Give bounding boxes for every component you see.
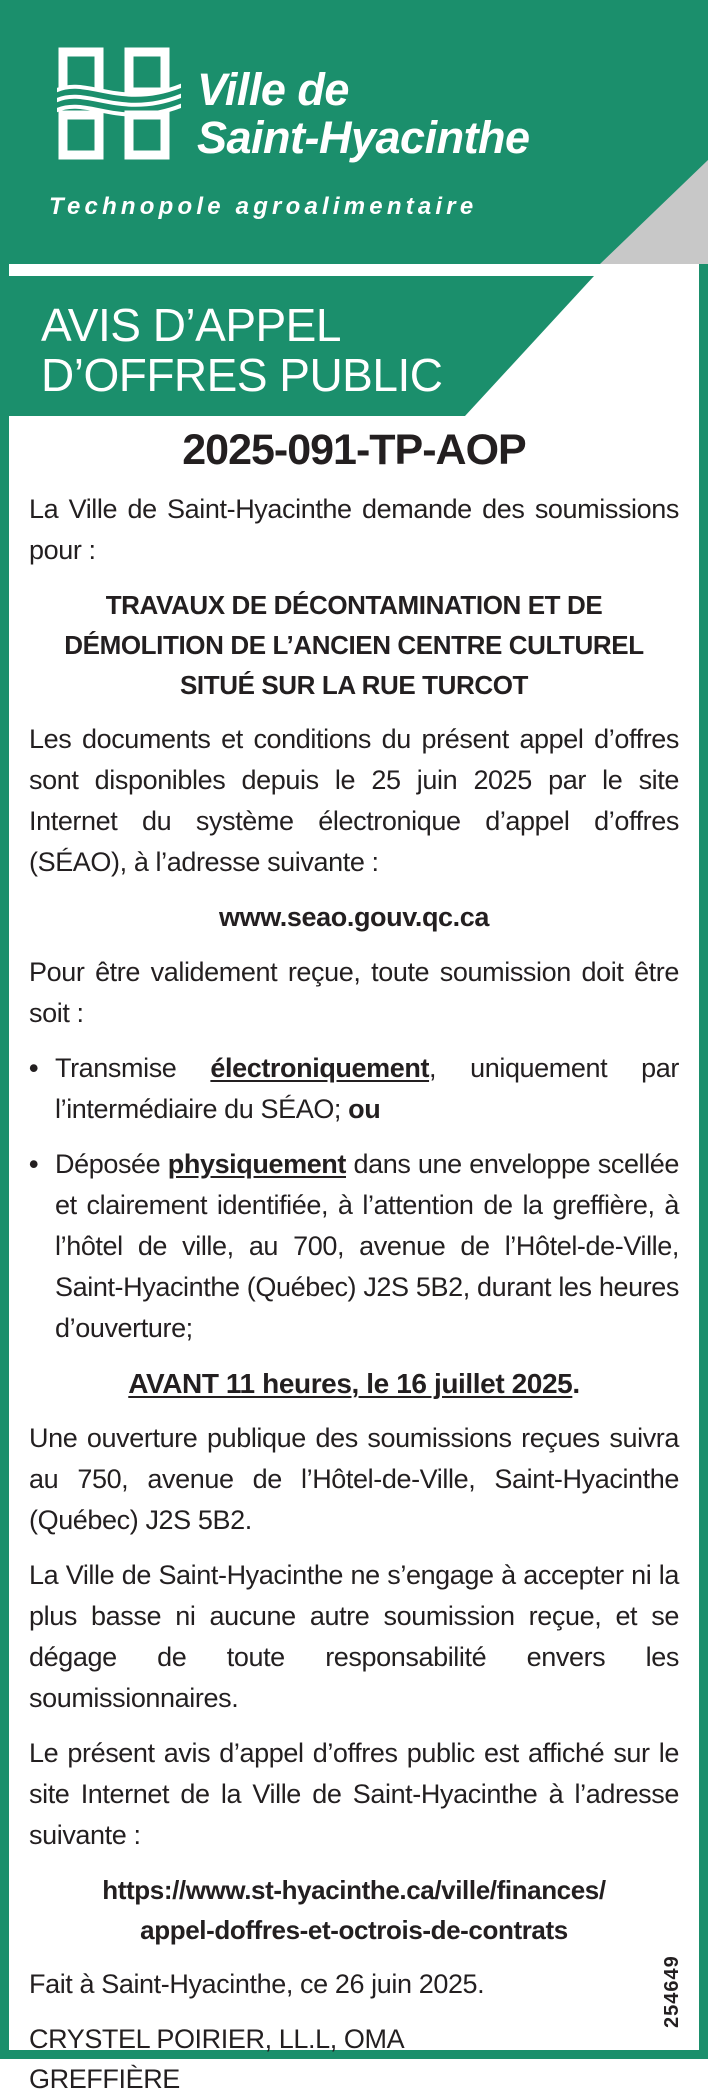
bullet1-pre: Transmise xyxy=(55,1053,211,1083)
bullet1-post: , uniquement par l’intermédiaire du SÉAO; xyxy=(55,1053,679,1124)
header-banner xyxy=(0,0,708,264)
notice-title xyxy=(41,300,442,400)
intro-paragraph: La Ville de Saint-Hyacinthe demande des soumissions pour : xyxy=(29,494,679,565)
documents-paragraph: Les documents et conditions du présent appel d’offres sont disponibles depuis le 25 juin 2025 par le site Internet du système électronique d’appel d’offres (SÉAO), à l’adresse suivante : xyxy=(29,724,679,877)
signed-at: Fait à Saint-Hyacinthe, ce 26 juin 2025. xyxy=(29,1969,485,1999)
city-url xyxy=(29,1870,679,1950)
city-name-line1: Ville de xyxy=(197,64,349,115)
notice-body xyxy=(29,426,679,2099)
bullet1-emphasis: électroniquement xyxy=(210,1053,430,1083)
seao-url: www.seao.gouv.qc.ca xyxy=(219,902,489,932)
bullet-physical xyxy=(29,1144,679,1349)
notice-title-line1: AVIS D’APPEL xyxy=(41,299,341,351)
project-title: TRAVAUX DE DÉCONTAMINATION ET DE DÉMOLITION DE L’ANCIEN CENTRE CULTUREL SITUÉ SUR LA RUE TURCOT xyxy=(64,590,644,700)
bullet2-pre: Déposée xyxy=(55,1149,168,1179)
bullet2-emphasis: physiquement xyxy=(167,1149,346,1179)
city-url-line2: appel-doffres-et-octrois-de-contrats xyxy=(140,1915,568,1945)
bullet2-post: dans une enveloppe scellée et clairement identifiée, à l’attention de la greffière, à l’hôtel de ville, au 700, avenue de l’Hôtel-de-Ville, Saint-Hyacinthe (Québec) J2S 5B2, durant les heures d’ouverture; xyxy=(55,1149,679,1343)
city-name-line2: Saint-Hyacinthe xyxy=(197,112,530,163)
disclaimer-paragraph: La Ville de Saint-Hyacinthe ne s’engage à accepter ni la plus basse ni aucune autre soumission reçue, et se dégage de toute responsabilité envers les soumissionnaires. xyxy=(29,1560,679,1713)
tagline: Technopole agroalimentaire xyxy=(49,193,478,220)
bullet-dot: • xyxy=(29,1053,39,1083)
bullet-electronic xyxy=(29,1048,679,1130)
signatory-title: GREFFIÈRE xyxy=(29,2064,180,2094)
posting-paragraph: Le présent avis d’appel d’offres public est affiché sur le site Internet de la Ville de Saint-Hyacinthe à l’adresse suivante : xyxy=(29,1738,679,1850)
notice-title-line2: D’OFFRES PUBLIC xyxy=(41,349,443,401)
signatory-name: CRYSTEL POIRIER, LL.L, OMA xyxy=(29,2024,405,2054)
city-url-line1: https://www.st-hyacinthe.ca/ville/finances/ xyxy=(102,1875,606,1905)
bullet-dot: • xyxy=(29,1149,39,1179)
reference-number: 2025-091-TP-AOP xyxy=(182,426,526,474)
opening-paragraph: Une ouverture publique des soumissions reçues suivra au 750, avenue de l’Hôtel-de-Ville, Saint-Hyacinthe (Québec) J2S 5B2. xyxy=(29,1423,679,1535)
ad-code: 254649 xyxy=(661,1955,683,2028)
validity-paragraph: Pour être validement reçue, toute soumission doit être soit : xyxy=(29,957,679,1028)
city-name xyxy=(197,66,530,162)
city-logo-icon xyxy=(57,47,181,162)
deadline-end: . xyxy=(572,1368,580,1399)
bullet1-or: ou xyxy=(348,1094,381,1124)
deadline xyxy=(29,1363,679,1404)
deadline-text: AVANT 11 heures, le 16 juillet 2025 xyxy=(128,1368,573,1399)
